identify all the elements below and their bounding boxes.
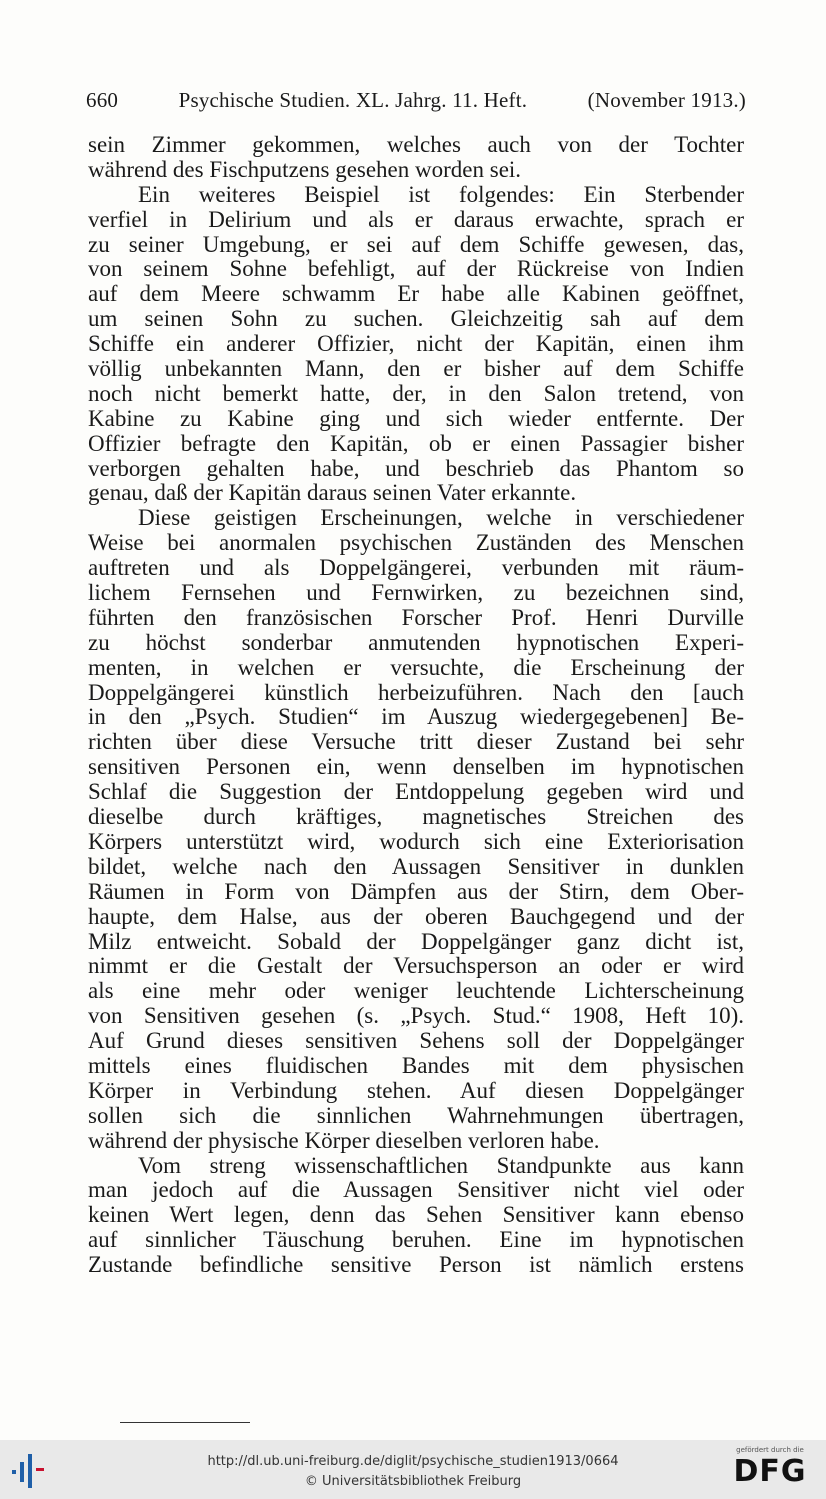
text-line: haupte, dem Halse, aus der oberen Bauchgegend und der (88, 904, 744, 929)
body-text (88, 133, 744, 1278)
text-line: Schiffe ein anderer Offizier, nicht der Kapitän, einen ihm (88, 332, 744, 357)
text-line: sollen sich die sinnlichen Wahrnehmungen übertragen, (88, 1103, 744, 1128)
text-line: sein Zimmer gekommen, welches auch von der Tochter (88, 133, 744, 157)
text-line: bildet, welche nach den Aussagen Sensitiver in dunklen (88, 854, 744, 879)
text-line: während der physische Körper dieselben verloren habe. (88, 1128, 600, 1153)
text-line: verborgen gehalten habe, und beschrieb das Phantom so (88, 456, 744, 481)
copyright-notice: © Universitätsbibliothek Freiburg (304, 1474, 522, 1489)
text-line: nimmt er die Gestalt der Versuchsperson an oder er wird (88, 954, 744, 979)
text-line: völlig unbekannten Mann, den er bisher auf dem Schiffe (88, 357, 744, 382)
text-line: menten, in welchen er versuchte, die Erscheinung der (88, 655, 744, 680)
text-line: zu seiner Umgebung, er sei auf dem Schiffe gewesen, das, (88, 232, 744, 257)
text-line: um seinen Sohn zu suchen. Gleichzeitig sah auf dem (88, 307, 744, 332)
text-line: Auf Grund dieses sensitiven Sehens soll der Doppelgänger (88, 1029, 744, 1054)
text-line: Körpers unterstützt wird, wodurch sich eine Exteriorisation (88, 829, 744, 854)
permalink-url[interactable]: http://dl.ub.uni-freiburg.de/diglit/psychische_studien1913/0664 (207, 1454, 619, 1469)
footnote-rule (120, 1422, 250, 1423)
page-number: 660 (86, 88, 119, 112)
text-line: dieselbe durch kräftiges, magnetisches Streichen des (88, 805, 744, 830)
text-line: Weise bei anormalen psychischen Zuständen des Menschen (88, 531, 744, 556)
text-line: noch nicht bemerkt hatte, der, in den Salon tretend, von (88, 381, 744, 406)
dfg-funding-logo (722, 1446, 818, 1494)
funding-note: gefördert durch die (736, 1446, 804, 1454)
text-line: keinen Wert legen, denn das Sehen Sensitiver kann ebenso (88, 1203, 744, 1228)
text-line: Milz entweicht. Sobald der Doppelgänger ganz dicht ist, (88, 929, 744, 954)
text-line: von seinem Sohne befehligt, auf der Rückreise von Indien (88, 257, 744, 282)
text-line: während des Fischputzens gesehen worden sei. (88, 157, 522, 182)
text-line: von Sensitiven gesehen (s. „Psych. Stud.“ 1908, Heft 10). (88, 1004, 744, 1029)
text-line: mittels eines fluidischen Bandes mit dem physischen (88, 1053, 744, 1078)
issue-date: (November 1913.) (587, 88, 746, 112)
text-line: Kabine zu Kabine ging und sich wieder entfernte. Der (88, 406, 744, 431)
text-line: Ein weiteres Beispiel ist folgendes: Ein Sterbender (138, 182, 744, 207)
dfg-logo-text: DFG (733, 1454, 807, 1489)
text-line: zu höchst sonderbar anmutenden hypnotischen Experi- (88, 630, 744, 655)
text-line: Offizier befragte den Kapitän, ob er einen Passagier bisher (88, 431, 744, 456)
text-line: man jedoch auf die Aussagen Sensitiver nicht viel oder (88, 1178, 744, 1203)
text-line: führten den französischen Forscher Prof. Henri Durville (88, 605, 744, 630)
text-line: auf dem Meere schwamm Er habe alle Kabinen geöffnet, (88, 282, 744, 307)
text-line: richten über diese Versuche tritt dieser Zustand bei sehr (88, 730, 744, 755)
text-line: als eine mehr oder weniger leuchtende Lichterscheinung (88, 979, 744, 1004)
running-head (86, 88, 746, 113)
text-line: Doppelgängerei künstlich herbeizuführen. Nach den [auch (88, 680, 744, 705)
text-line: verfiel in Delirium und als er daraus erwachte, sprach er (88, 207, 744, 232)
text-line: lichem Fernsehen und Fernwirken, zu bezeichnen sind, (88, 581, 744, 606)
text-line: in den „Psych. Studien“ im Auszug wiedergegebenen] Be- (88, 705, 744, 730)
text-line: Vom streng wissenschaftlichen Standpunkte aus kann (138, 1153, 744, 1178)
text-line: sensitiven Personen ein, wenn denselben im hypnotischen (88, 755, 744, 780)
text-line: auftreten und als Doppelgängerei, verbunden mit räum- (88, 556, 744, 581)
viewer-footer (0, 1440, 826, 1499)
text-line: genau, daß der Kapitän daraus seinen Vater erkannte. (88, 481, 577, 506)
journal-title: Psychische Studien. XL. Jahrg. 11. Heft. (178, 88, 528, 112)
text-line: Zustande befindliche sensitive Person ist nämlich erstens (88, 1253, 744, 1278)
text-line: auf sinnlicher Täuschung beruhen. Eine im hypnotischen (88, 1228, 744, 1253)
text-line: Körper in Verbindung stehen. Auf diesen Doppelgänger (88, 1078, 744, 1103)
text-line: Diese geistigen Erscheinungen, welche in verschiedener (138, 506, 744, 531)
text-line: Schlaf die Suggestion der Entdoppelung gegeben wird und (88, 780, 744, 805)
text-line: Räumen in Form von Dämpfen aus der Stirn, dem Ober- (88, 879, 744, 904)
